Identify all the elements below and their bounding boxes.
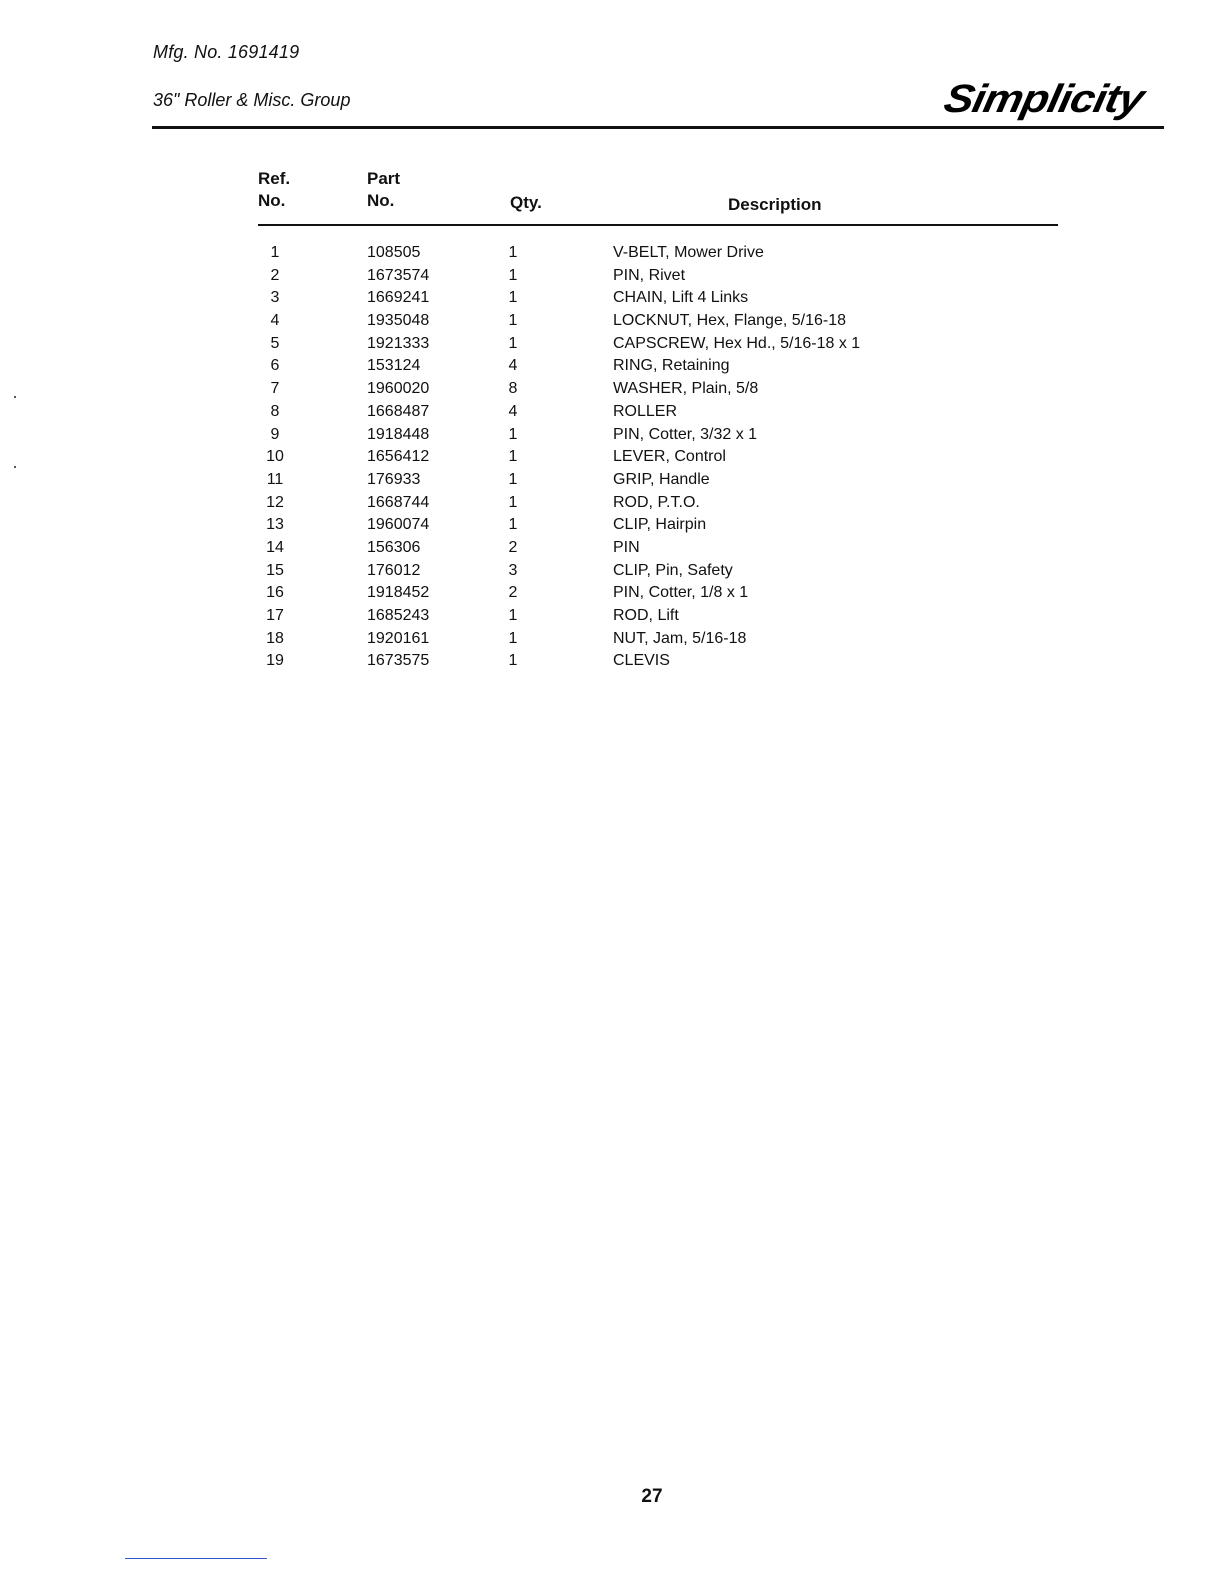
description-cell: WASHER, Plain, 5/8	[613, 380, 759, 398]
table-row	[258, 492, 1058, 515]
ref-no-cell: 18	[266, 629, 284, 647]
table-row	[258, 514, 1058, 537]
qty-cell: 4	[508, 402, 518, 420]
description-cell: CAPSCREW, Hex Hd., 5/16-18 x 1	[613, 334, 861, 352]
header-qty: Qty.	[510, 193, 542, 212]
table-row	[258, 424, 1058, 447]
table-row	[258, 582, 1058, 605]
qty-cell: 1	[508, 448, 518, 466]
header-part-line2: No.	[367, 191, 395, 210]
description-cell: CLEVIS	[613, 652, 670, 670]
description-cell: CLIP, Hairpin	[613, 516, 707, 534]
ref-no-cell: 7	[270, 380, 280, 398]
table-row	[258, 650, 1058, 673]
ref-no-cell: 17	[266, 607, 284, 624]
qty-cell: 1	[508, 425, 518, 443]
description-cell: GRIP, Handle	[613, 470, 710, 488]
header-description: Description	[728, 195, 822, 214]
table-row	[258, 355, 1058, 378]
part-no-cell: 1960074	[367, 516, 430, 534]
qty-cell: 1	[508, 244, 518, 261]
part-no-cell: 1920161	[367, 629, 430, 647]
header-ref-no	[258, 168, 290, 212]
table-row	[258, 537, 1058, 560]
part-no-cell: 176933	[367, 470, 421, 488]
description-cell: PIN, Cotter, 3/32 x 1	[613, 425, 758, 443]
qty-cell: 4	[508, 357, 518, 375]
description-cell: ROD, Lift	[613, 607, 679, 624]
qty-cell: 1	[508, 334, 518, 352]
table-header-rule	[258, 224, 1058, 226]
qty-cell: 1	[508, 312, 518, 330]
table-row	[258, 242, 1058, 265]
qty-cell: 8	[508, 380, 518, 398]
part-no-cell: 1685243	[367, 607, 430, 624]
part-no-cell: 1668487	[367, 402, 430, 420]
brand-logo: Simplicity	[940, 77, 1148, 122]
table-row	[258, 446, 1058, 469]
description-cell: LOCKNUT, Hex, Flange, 5/16-18	[613, 312, 846, 330]
description-cell: NUT, Jam, 5/16-18	[613, 629, 747, 647]
ref-no-cell: 10	[266, 448, 284, 466]
header-part-no	[367, 168, 400, 212]
ref-no-cell: 6	[270, 357, 280, 375]
ref-no-cell: 1	[270, 244, 280, 261]
ref-no-cell: 8	[270, 402, 280, 420]
header-rule	[152, 126, 1164, 129]
qty-cell: 1	[508, 266, 518, 284]
table-row	[258, 287, 1058, 310]
part-no-cell: 1656412	[367, 448, 430, 466]
table-row	[258, 333, 1058, 356]
qty-cell: 1	[508, 289, 518, 307]
table-body	[258, 242, 1058, 673]
qty-cell: 3	[508, 561, 518, 579]
part-no-cell: 108505	[367, 244, 421, 261]
ref-no-cell: 12	[266, 493, 284, 511]
table-row	[258, 265, 1058, 288]
footer-link-line	[125, 1558, 267, 1559]
ref-no-cell: 16	[266, 584, 284, 602]
edge-mark	[14, 396, 16, 398]
ref-no-cell: 2	[270, 266, 280, 284]
qty-cell: 1	[508, 493, 518, 511]
description-cell: CHAIN, Lift 4 Links	[613, 289, 749, 307]
part-no-cell: 1935048	[367, 312, 430, 330]
qty-cell: 1	[508, 470, 518, 488]
part-no-cell: 1918448	[367, 425, 430, 443]
ref-no-cell: 19	[266, 652, 284, 670]
table-row	[258, 401, 1058, 424]
part-no-cell: 1668744	[367, 493, 430, 511]
qty-cell: 1	[508, 629, 518, 647]
ref-no-cell: 15	[266, 561, 284, 579]
part-no-cell: 1918452	[367, 584, 430, 602]
table-row	[258, 605, 1058, 628]
table-row	[258, 560, 1058, 583]
part-no-cell: 176012	[367, 561, 421, 579]
description-cell: RING, Retaining	[613, 357, 730, 375]
description-cell: CLIP, Pin, Safety	[613, 561, 733, 579]
table-row	[258, 310, 1058, 333]
part-no-cell: 1669241	[367, 289, 430, 307]
part-no-cell: 1673575	[367, 652, 430, 670]
header-ref-line1: Ref.	[258, 169, 291, 188]
qty-cell: 1	[508, 516, 518, 534]
part-no-cell: 153124	[367, 357, 421, 375]
qty-cell: 1	[508, 652, 518, 670]
page-number: 27	[641, 1486, 663, 1507]
part-no-cell: 1673574	[367, 266, 430, 284]
ref-no-cell: 11	[266, 470, 284, 488]
part-no-cell: 1921333	[367, 334, 430, 352]
description-cell: PIN	[613, 538, 640, 556]
ref-no-cell: 14	[266, 538, 284, 556]
qty-cell: 2	[508, 584, 518, 602]
description-cell: LEVER, Control	[613, 448, 726, 466]
group-title: 36" Roller & Misc. Group	[153, 90, 351, 110]
ref-no-cell: 4	[270, 312, 280, 330]
description-cell: PIN, Cotter, 1/8 x 1	[613, 584, 749, 602]
header-ref-line2: No.	[258, 191, 286, 210]
header-part-line1: Part	[367, 169, 401, 188]
mfg-number: Mfg. No. 1691419	[153, 42, 300, 62]
table-row	[258, 628, 1058, 651]
part-no-cell: 156306	[367, 538, 421, 556]
description-cell: ROD, P.T.O.	[613, 493, 700, 511]
table-row	[258, 378, 1058, 401]
ref-no-cell: 3	[270, 289, 280, 307]
qty-cell: 1	[508, 607, 518, 624]
table-row	[258, 469, 1058, 492]
qty-cell: 2	[508, 538, 518, 556]
ref-no-cell: 9	[270, 425, 280, 443]
description-cell: ROLLER	[613, 402, 678, 420]
ref-no-cell: 5	[270, 334, 280, 352]
part-no-cell: 1960020	[367, 380, 430, 398]
edge-mark	[14, 466, 16, 468]
description-cell: V-BELT, Mower Drive	[613, 244, 764, 261]
description-cell: PIN, Rivet	[613, 266, 686, 284]
ref-no-cell: 13	[266, 516, 284, 534]
